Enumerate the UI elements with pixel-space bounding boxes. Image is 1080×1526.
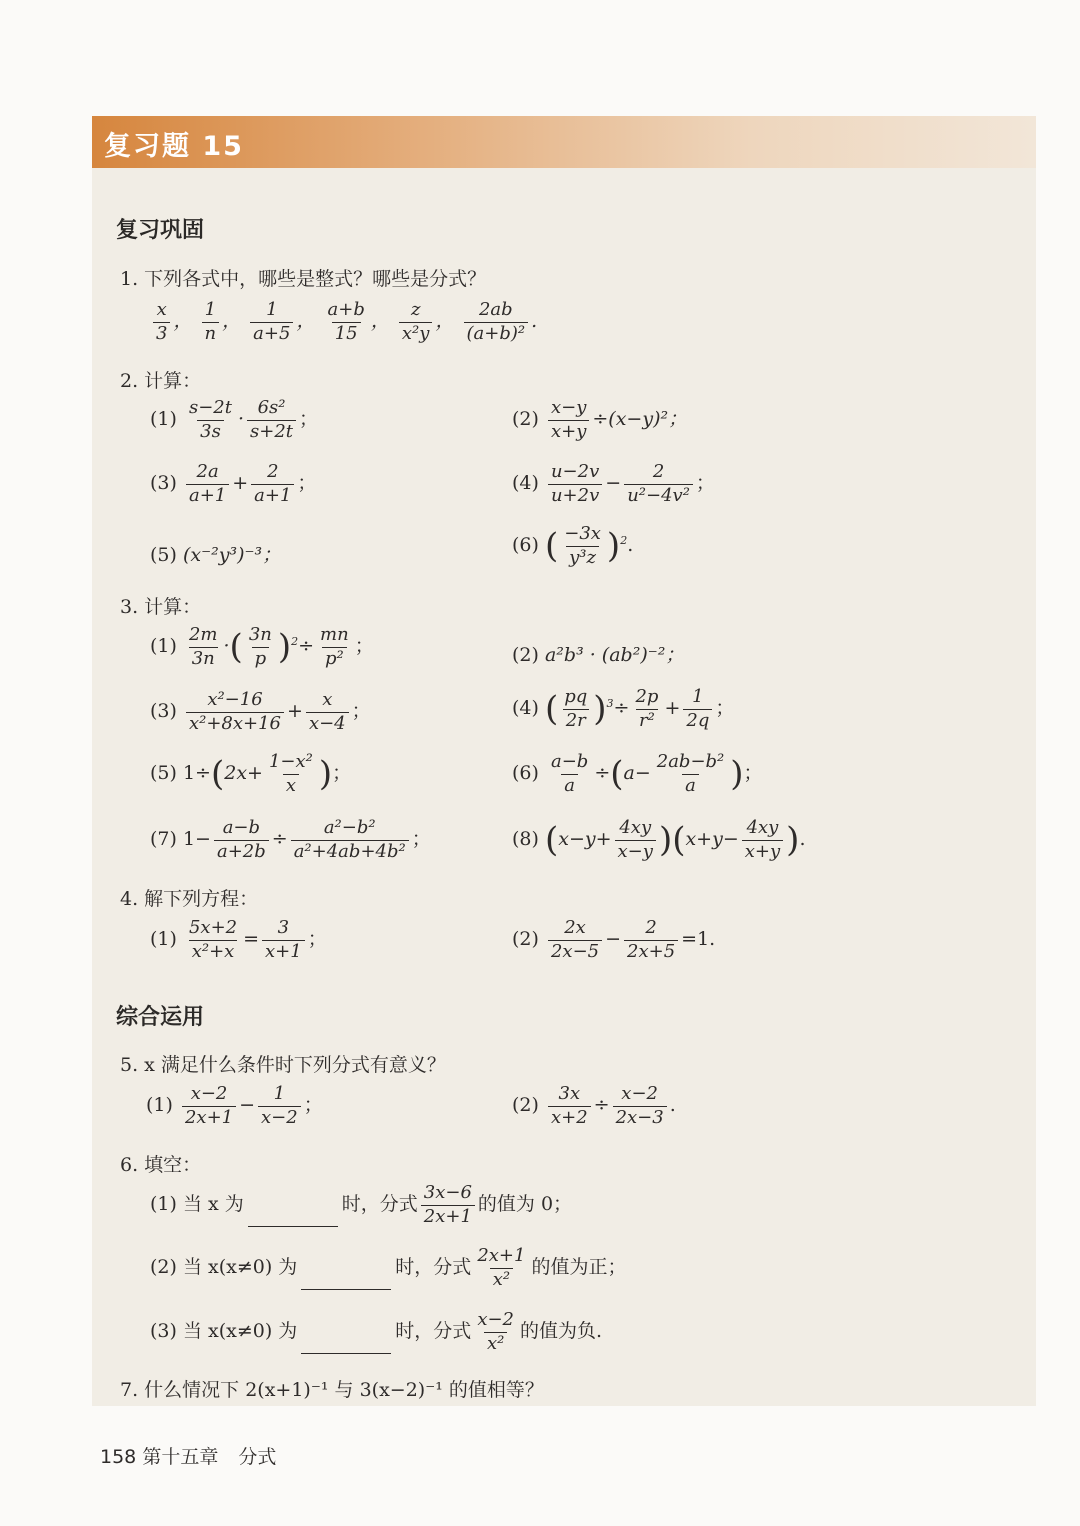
- question-6: 6. 填空：: [120, 1154, 202, 1176]
- section-title-apply: 综合运用: [116, 1005, 205, 1030]
- q3-part-7: (7) 1− $\frac{a-b}{a+2b}$ ÷ $\frac{\text{a²−b²}}{\text{a²+4ab+4b²}}$ ；: [150, 817, 431, 862]
- q4-part-1: (1) $\frac{5x+2}{\text{x²+x}}$ = $\frac{3}{x+1}$ ；: [150, 917, 327, 962]
- fraction: $\frac{x}{3}$: [153, 300, 170, 344]
- q2-part-3: (3) $\frac{2a}{a+1}$ + $\frac{2}{a+1}$ ；: [150, 461, 317, 506]
- q3-part-2: (2) a²b³ · (ab²)⁻²；: [512, 644, 685, 666]
- page-title: 复习题 15: [104, 131, 244, 162]
- q3-part-3: (3) $\frac{\text{x²−16}}{\text{x²+8x+16}}$ + $\frac{x}{x-4}$ ；: [150, 689, 371, 734]
- question-7: 7. 什么情况下 2(x+1)⁻¹ 与 3(x−2)⁻¹ 的值相等？: [120, 1379, 544, 1401]
- q3-part-4: (4) ( $\frac{pq}{2r}$ )$^3$÷ $\frac{2p}{\text{r²}}$ + $\frac{1}{2q}$ ；: [512, 686, 735, 731]
- fraction: $\frac{a+b}{15}$: [327, 299, 365, 344]
- answer-blank[interactable]: [301, 1271, 391, 1290]
- q2-part-5: (5) (x⁻²y³)⁻³；: [150, 544, 282, 566]
- fraction: $\frac{1}{n}$: [202, 300, 220, 344]
- fraction: $\frac{z}{\text{x²y}}$: [399, 300, 433, 344]
- q6-part-3: (3) 当 x(x≠0) 为 时，分式 $\frac{x-2}{\text{x²}}$ 的值为负.: [150, 1309, 603, 1354]
- answer-blank[interactable]: [248, 1208, 338, 1227]
- q4-part-2: (2) $\frac{2x}{2x-5}$ − $\frac{2}{2x+5}$ =1.: [512, 917, 716, 962]
- fraction: $\frac{2ab}{\text{(a+b)²}}$: [464, 300, 529, 344]
- chapter-label: 第十五章: [142, 1446, 219, 1468]
- answer-blank[interactable]: [301, 1335, 391, 1354]
- fraction: $\frac{1}{a+5}$: [250, 300, 293, 344]
- q6-part-1: (1) 当 x 为 时，分式 $\frac{3x-6}{2x+1}$ 的值为 0；: [150, 1182, 573, 1227]
- q2-part-1: (1) $\frac{s-2t}{3s}$ · $\frac{\text{6s²}}{s+2t}$ ；: [150, 397, 319, 442]
- page-number: 158: [100, 1446, 137, 1468]
- q5-part-1: (1) $\frac{x-2}{2x+1}$ − $\frac{1}{x-2}$ ；: [146, 1083, 323, 1128]
- q6-part-2: (2) 当 x(x≠0) 为 时，分式 $\frac{2x+1}{\text{x²}}$ 的值为正；: [150, 1245, 627, 1290]
- question-2: 2. 计算：: [120, 370, 202, 392]
- q2-part-2: (2) $\frac{x-y}{x+y}$ ÷(x−y)²；: [512, 397, 688, 442]
- q3-part-1: (1) $\frac{2m}{3n}$ ·( $\frac{3n}{p}$ )$^2$÷ $\frac{mn}{\text{p²}}$ ；: [150, 624, 374, 669]
- question-1: 1. 下列各式中，哪些是整式？哪些是分式？: [120, 268, 487, 290]
- q3-part-6: (6) $\frac{a-b}{a}$ ÷(a− $\frac{\text{2ab−b²}}{a}$ )；: [512, 751, 763, 796]
- q2-part-6: (6) ( $\frac{-3x}{\text{y³z}}$ )$^2$.: [512, 523, 634, 568]
- q3-part-8: (8) (x−y+ $\frac{4xy}{x-y}$ )(x+y− $\frac{4xy}{x+y}$ ).: [512, 817, 806, 862]
- page-footer: [100, 1442, 276, 1469]
- chapter-title: 分式: [238, 1446, 277, 1468]
- section-title-review: 复习巩固: [116, 218, 205, 243]
- q5-part-2: (2) $\frac{3x}{x+2}$ ÷ $\frac{x-2}{2x-3}$ .: [512, 1083, 676, 1128]
- q3-part-5: (5) 1÷(2x+ $\frac{\text{1−x²}}{x}$ )；: [150, 751, 352, 796]
- question-4: 4. 解下列方程：: [120, 888, 259, 910]
- question-3: 3. 计算：: [120, 596, 202, 618]
- q2-part-4: (4) $\frac{u-2v}{u+2v}$ − $\frac{2}{\text{u²−4v²}}$ ；: [512, 461, 715, 506]
- question-5: 5. x 满足什么条件时下列分式有意义？: [120, 1054, 446, 1076]
- q1-expressions: $\frac{x}{3}$ ， $\frac{1}{n}$ ， $\frac{1}{a+5}$ ， $\frac{a+b}{15}$ ， $\frac{z}{\text{x²y}}$ ， $\frac{2ab}{\text{(a+b)²}}$ .: [150, 300, 537, 344]
